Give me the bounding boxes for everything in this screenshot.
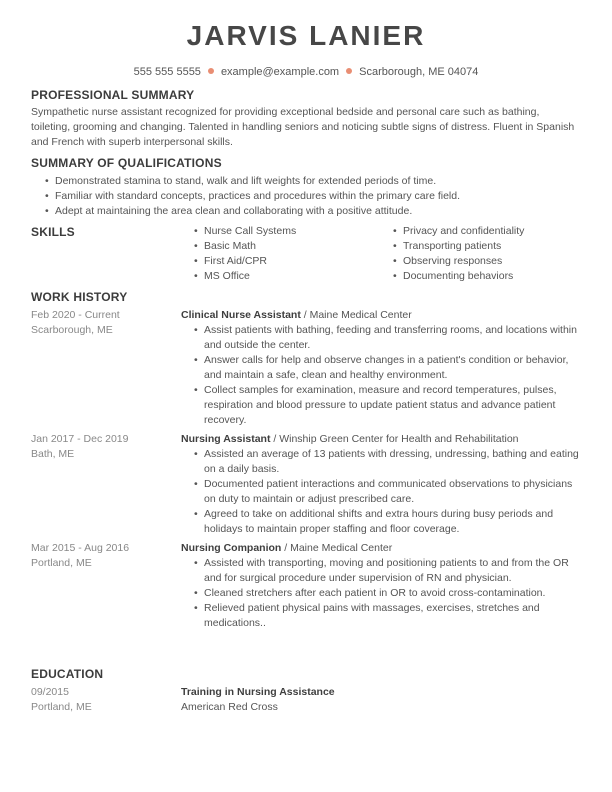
job-bullets xyxy=(194,556,586,631)
separator-dot-icon xyxy=(346,68,352,74)
job-dates: Mar 2015 - Aug 2016 xyxy=(31,542,130,554)
job-header xyxy=(181,308,412,323)
job-location: Scarborough, ME xyxy=(31,324,113,336)
education-location: Portland, ME xyxy=(31,701,92,713)
email-text: example@example.com xyxy=(220,66,340,78)
skill-item: • Transporting patients xyxy=(393,239,583,254)
list-item: • Adept at maintaining the area clean and collaborating with a positive attitude. xyxy=(45,204,585,219)
skill-item: • First Aid/CPR xyxy=(194,254,374,269)
summary-heading: PROFESSIONAL SUMMARY xyxy=(31,88,195,102)
job-header xyxy=(181,432,519,447)
education-date: 09/2015 xyxy=(31,686,69,698)
location-text: Scarborough, ME 04074 xyxy=(359,66,479,78)
skills-column-2 xyxy=(393,224,583,284)
list-item: • Assisted an average of 13 patients with dressing, undressing, bathing and eating on a daily basis. xyxy=(194,447,586,477)
list-item: • Agreed to take on additional shifts and extra hours during busy periods and holidays to maintain proper staffing and floor coverage. xyxy=(194,507,586,537)
skill-item: • Privacy and confidentiality xyxy=(393,224,583,239)
job-employer: / Maine Medical Center xyxy=(281,542,393,554)
list-item: • Cleaned stretchers after each patient in OR to avoid cross-contamination. xyxy=(194,586,586,601)
job-header xyxy=(181,541,392,556)
education-school: American Red Cross xyxy=(181,701,278,713)
skill-item: • MS Office xyxy=(194,269,374,284)
job-title: Nursing Companion xyxy=(181,542,282,554)
phone-text: 555 555 5555 xyxy=(133,66,201,78)
list-item: • Documented patient interactions and communicated observations to physicians on duty to maintain or adjust prescribed care. xyxy=(194,477,586,507)
list-item: • Collect samples for examination, measure and record temperatures, pulses, respiration and blood pressure to update patient status and advance patient recovery. xyxy=(194,383,586,428)
job-title: Nursing Assistant xyxy=(181,433,271,445)
list-item: • Assisted with transporting, moving and positioning patients to and from the OR and for surgical procedure under supervision of RN and physician. xyxy=(194,556,586,586)
skills-heading: SKILLS xyxy=(31,225,75,239)
work-heading: WORK HISTORY xyxy=(31,290,128,304)
job-bullets xyxy=(194,447,586,537)
skill-item: • Documenting behaviors xyxy=(393,269,583,284)
list-item: • Relieved patient physical pains with massages, exercises, stretches and medications.. xyxy=(194,601,586,631)
education-program: Training in Nursing Assistance xyxy=(181,686,335,698)
contact-line xyxy=(0,66,612,78)
skill-item: • Observing responses xyxy=(393,254,583,269)
skills-column-1 xyxy=(194,224,374,284)
separator-dot-icon xyxy=(208,68,214,74)
list-item: • Answer calls for help and observe changes in a patient's condition or behavior, and maintain a safe, clean and healthy environment. xyxy=(194,353,586,383)
job-bullets xyxy=(194,323,586,428)
job-employer: / Winship Green Center for Health and Rehabilitation xyxy=(270,433,519,445)
qualifications-heading: SUMMARY OF QUALIFICATIONS xyxy=(31,156,222,170)
summary-text: Sympathetic nurse assistant recognized for providing exceptional bedside and personal care such as bathing, toileting, grooming and changing. Talented in handling seniors and noticing subtle signs of distress. Fluent in Spanish and French with superb interpersonal skills. xyxy=(31,106,575,148)
job-location: Bath, ME xyxy=(31,448,75,460)
education-heading: EDUCATION xyxy=(31,667,104,681)
list-item: • Familiar with standard concepts, practices and procedures within the primary care field. xyxy=(45,189,585,204)
job-dates: Feb 2020 - Current xyxy=(31,309,120,321)
job-employer: / Maine Medical Center xyxy=(300,309,412,321)
job-dates: Jan 2017 - Dec 2019 xyxy=(31,433,129,445)
job-title: Clinical Nurse Assistant xyxy=(181,309,301,321)
list-item: • Demonstrated stamina to stand, walk and lift weights for extended periods of time. xyxy=(45,174,585,189)
job-location: Portland, ME xyxy=(31,557,92,569)
qualifications-list xyxy=(45,174,585,219)
candidate-name: JARVIS LANIER xyxy=(186,20,426,51)
skill-item: • Basic Math xyxy=(194,239,374,254)
list-item: • Assist patients with bathing, feeding and transferring rooms, and locations within and outside the center. xyxy=(194,323,586,353)
skill-item: • Nurse Call Systems xyxy=(194,224,374,239)
